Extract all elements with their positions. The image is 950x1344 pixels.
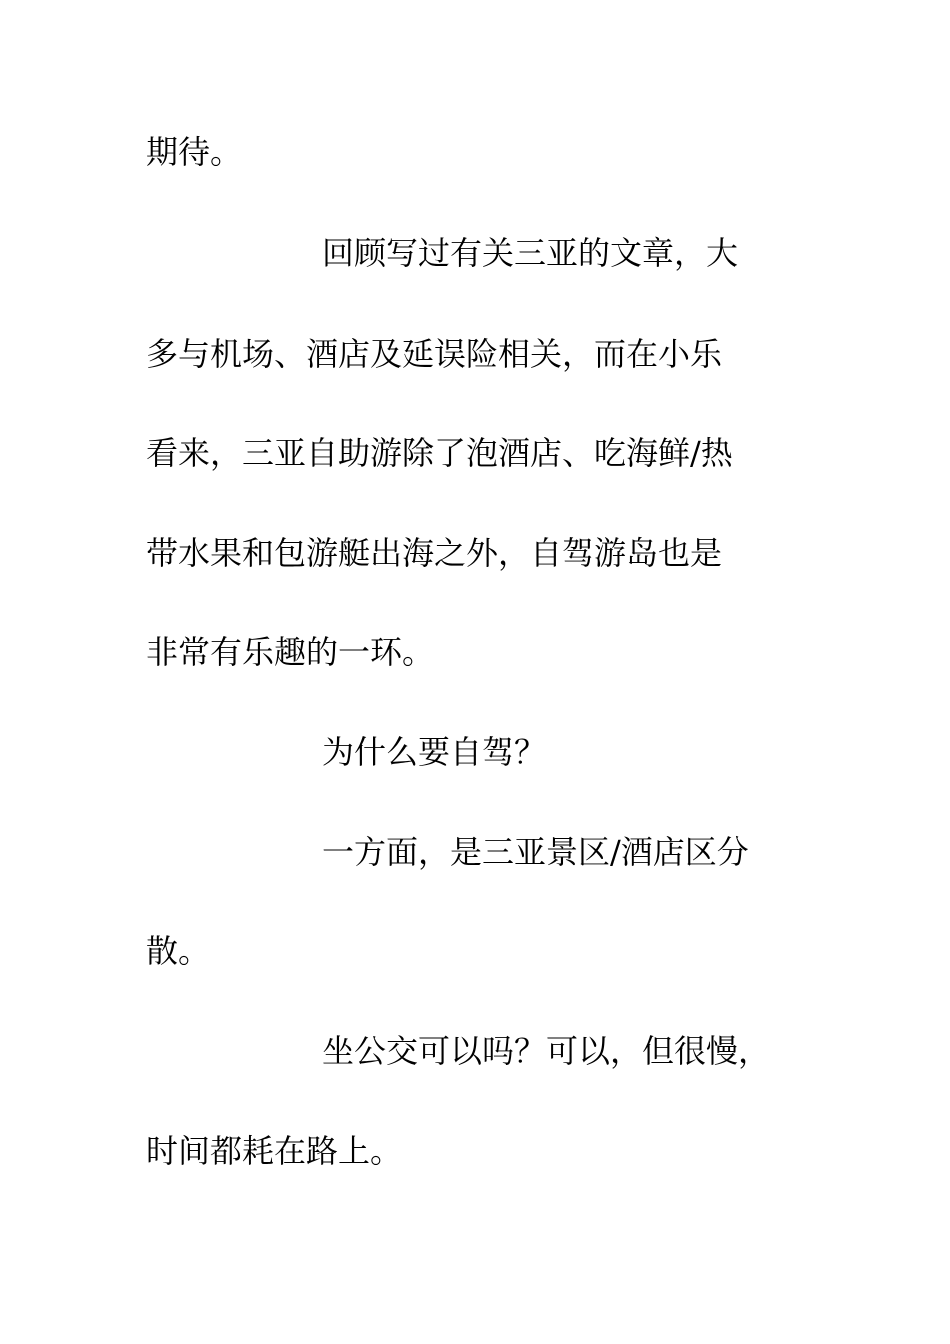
paragraph-start-line: 一方面，是三亚景区/酒店区分 [322,833,749,871]
paragraph-start-line: 坐公交可以吗？可以，但很慢， [322,1032,771,1070]
section-heading-line: 为什么要自驾？ [322,733,547,771]
text-line: 看来，三亚自助游除了泡酒店、吃海鲜/热 [146,434,733,472]
text-line: 带水果和包游艇出海之外，自驾游岛也是 [146,534,723,572]
text-line: 时间都耗在路上。 [146,1132,403,1170]
text-line: 期待。 [146,133,243,171]
text-line: 多与机场、酒店及延误险相关，而在小乐 [146,335,723,373]
text-line: 非常有乐趣的一环。 [146,633,435,671]
text-line: 散。 [146,932,211,970]
paragraph-start-line: 回顾写过有关三亚的文章，大 [322,234,739,272]
